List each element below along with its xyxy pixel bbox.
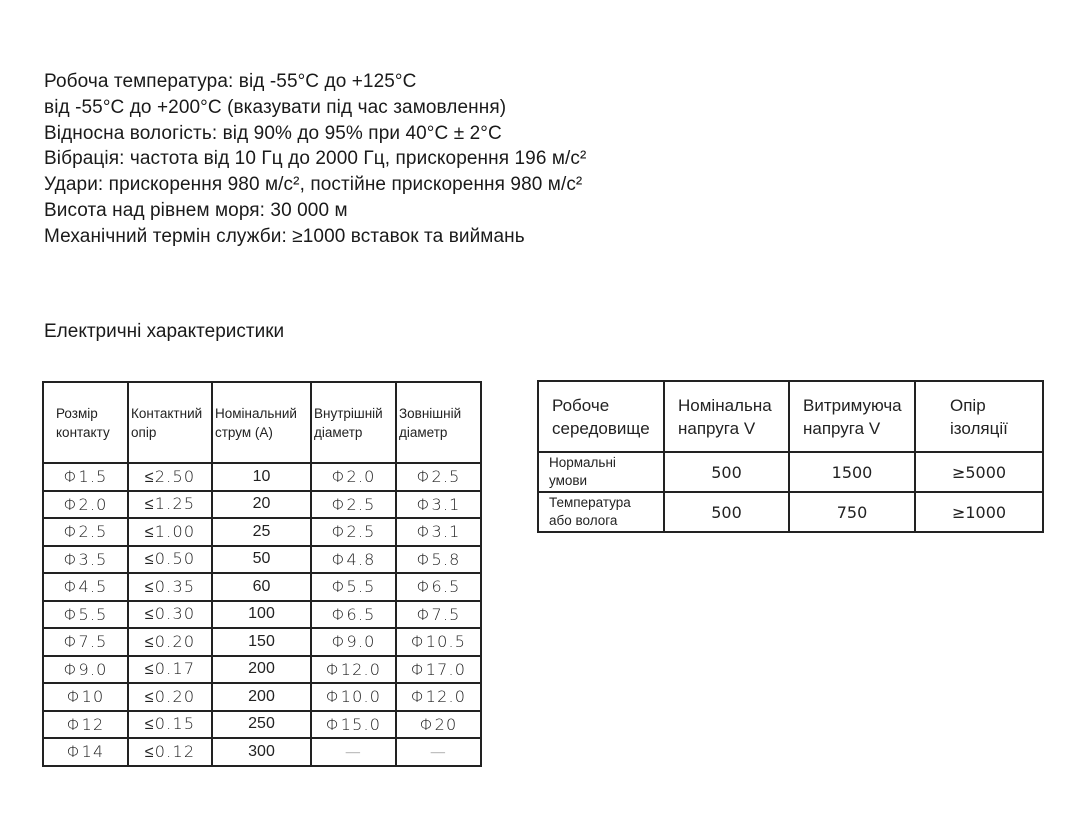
contact-resistance-cell: ≤0.12 xyxy=(128,738,212,766)
inner-diameter-cell: Φ9.0 xyxy=(311,628,396,656)
environment-table xyxy=(537,380,1044,533)
contact-size-cell: Φ7.5 xyxy=(43,628,128,656)
section-title: Електричні характеристики xyxy=(44,321,285,342)
outer-diameter-cell: Φ3.1 xyxy=(396,518,481,546)
header-line: Опір xyxy=(950,395,986,415)
rated-current-cell: 200 xyxy=(212,683,311,711)
header-line: напруга V xyxy=(803,418,881,438)
contact-resistance-cell: ≤1.00 xyxy=(128,518,212,546)
inner-diameter-cell: Φ10.0 xyxy=(311,683,396,711)
spec-relative-humidity: Відносна вологість: від 90% до 95% при 40°C ± 2°C xyxy=(44,122,502,144)
spec-shock: Удари: прискорення 980 м/с², постійне прискорення 980 м/с² xyxy=(44,174,583,196)
header-withstand-voltage xyxy=(789,381,915,452)
table-row xyxy=(43,491,481,519)
rated-current-cell: 50 xyxy=(212,546,311,574)
rated-current-cell: 10 xyxy=(212,463,311,491)
header-line: Внутрішній xyxy=(314,405,383,421)
header-line: контакту xyxy=(56,424,110,440)
contact-size-cell: Φ12 xyxy=(43,711,128,739)
inner-diameter-cell: — xyxy=(311,738,396,766)
outer-diameter-cell: Φ17.0 xyxy=(396,656,481,684)
inner-diameter-cell: Φ6.5 xyxy=(311,601,396,629)
table-row xyxy=(43,656,481,684)
outer-diameter-cell: Φ10.5 xyxy=(396,628,481,656)
contact-resistance-cell: ≤0.20 xyxy=(128,628,212,656)
contact-size-cell: Φ14 xyxy=(43,738,128,766)
header-rated-voltage xyxy=(664,381,789,452)
contact-size-cell: Φ2.5 xyxy=(43,518,128,546)
insulation-resistance-cell: ≥5000 xyxy=(915,452,1043,492)
rated-current-cell: 25 xyxy=(212,518,311,546)
contact-resistance-cell: ≤0.30 xyxy=(128,601,212,629)
contact-resistance-cell: ≤0.15 xyxy=(128,711,212,739)
header-line: напруга V xyxy=(678,418,756,438)
inner-diameter-cell: Φ4.8 xyxy=(311,546,396,574)
header-line: струм (A) xyxy=(215,424,273,440)
table-row xyxy=(538,492,1043,532)
table-row xyxy=(43,683,481,711)
header-line: діаметр xyxy=(399,424,448,440)
outer-diameter-cell: Φ6.5 xyxy=(396,573,481,601)
cell-line: умови xyxy=(549,473,588,488)
withstand-voltage-cell: 750 xyxy=(789,492,915,532)
table-row xyxy=(43,518,481,546)
inner-diameter-cell: Φ2.0 xyxy=(311,463,396,491)
table-row xyxy=(43,601,481,629)
header-line: Номінальний xyxy=(215,405,297,421)
outer-diameter-cell: Φ12.0 xyxy=(396,683,481,711)
contact-resistance-cell: ≤0.50 xyxy=(128,546,212,574)
environment-cell xyxy=(538,452,664,492)
table-row xyxy=(43,546,481,574)
contact-size-cell: Φ5.5 xyxy=(43,601,128,629)
header-line: Зовнішній xyxy=(399,405,462,421)
rated-voltage-cell: 500 xyxy=(664,452,789,492)
contact-size-cell: Φ2.0 xyxy=(43,491,128,519)
rated-current-cell: 100 xyxy=(212,601,311,629)
outer-diameter-cell: Φ7.5 xyxy=(396,601,481,629)
contact-resistance-cell: ≤0.35 xyxy=(128,573,212,601)
contact-size-cell: Φ4.5 xyxy=(43,573,128,601)
specifications-list xyxy=(44,69,586,250)
spec-altitude: Висота над рівнем моря: 30 000 м xyxy=(44,199,348,221)
rated-current-cell: 200 xyxy=(212,656,311,684)
outer-diameter-cell: Φ5.8 xyxy=(396,546,481,574)
environment-table-body xyxy=(538,452,1043,532)
contact-size-cell: Φ9.0 xyxy=(43,656,128,684)
rated-voltage-cell: 500 xyxy=(664,492,789,532)
outer-diameter-cell: Φ3.1 xyxy=(396,491,481,519)
header-line: Номінальна xyxy=(678,395,772,415)
header-inner-diameter xyxy=(311,382,396,463)
inner-diameter-cell: Φ5.5 xyxy=(311,573,396,601)
spec-operating-temperature: Робоча температура: від -55°C до +125°C xyxy=(44,71,417,92)
contact-resistance-cell: ≤0.20 xyxy=(128,683,212,711)
inner-diameter-cell: Φ15.0 xyxy=(311,711,396,739)
table-row xyxy=(538,452,1043,492)
header-insulation-resistance xyxy=(915,381,1043,452)
header-operating-environment xyxy=(538,381,664,452)
header-line: ізоляції xyxy=(950,418,1008,438)
header-line: Витримуюча xyxy=(803,395,902,415)
table-row xyxy=(43,573,481,601)
table-row xyxy=(43,463,481,491)
table-row xyxy=(43,628,481,656)
header-line: Розмір xyxy=(56,405,98,421)
header-line: діаметр xyxy=(314,424,363,440)
outer-diameter-cell: Φ20 xyxy=(396,711,481,739)
contact-size-cell: Φ3.5 xyxy=(43,546,128,574)
environment-table-header-row xyxy=(538,381,1043,452)
contact-size-cell: Φ1.5 xyxy=(43,463,128,491)
outer-diameter-cell: Φ2.5 xyxy=(396,463,481,491)
table-row xyxy=(43,711,481,739)
contact-resistance-cell: ≤1.25 xyxy=(128,491,212,519)
header-contact-size xyxy=(43,382,128,463)
inner-diameter-cell: Φ12.0 xyxy=(311,656,396,684)
contact-table-body xyxy=(43,463,481,766)
insulation-resistance-cell: ≥1000 xyxy=(915,492,1043,532)
table-row xyxy=(43,738,481,766)
spec-extended-temperature: від -55°C до +200°C (вказувати під час замовлення) xyxy=(44,96,507,118)
header-line: опір xyxy=(131,424,157,440)
cell-line: Нормальні xyxy=(549,455,616,470)
contact-size-cell: Φ10 xyxy=(43,683,128,711)
contact-table xyxy=(42,381,482,767)
header-contact-resistance xyxy=(128,382,212,463)
inner-diameter-cell: Φ2.5 xyxy=(311,518,396,546)
rated-current-cell: 250 xyxy=(212,711,311,739)
cell-line: або волога xyxy=(549,513,618,528)
cell-line: Температура xyxy=(549,495,631,510)
withstand-voltage-cell: 1500 xyxy=(789,452,915,492)
header-outer-diameter xyxy=(396,382,481,463)
spec-mechanical-life: Механічний термін служби: ≥1000 вставок та виймань xyxy=(44,225,525,247)
header-rated-current xyxy=(212,382,311,463)
rated-current-cell: 20 xyxy=(212,491,311,519)
header-line: середовище xyxy=(552,418,650,438)
contact-resistance-cell: ≤2.50 xyxy=(128,463,212,491)
rated-current-cell: 300 xyxy=(212,738,311,766)
rated-current-cell: 150 xyxy=(212,628,311,656)
contact-resistance-cell: ≤0.17 xyxy=(128,656,212,684)
contact-table-header-row xyxy=(43,382,481,463)
rated-current-cell: 60 xyxy=(212,573,311,601)
environment-cell xyxy=(538,492,664,532)
spec-vibration: Вібрація: частота від 10 Гц до 2000 Гц, прискорення 196 м/с² xyxy=(44,148,587,170)
header-line: Робоче xyxy=(552,395,610,415)
inner-diameter-cell: Φ2.5 xyxy=(311,491,396,519)
header-line: Контактний xyxy=(131,405,203,421)
outer-diameter-cell: — xyxy=(396,738,481,766)
